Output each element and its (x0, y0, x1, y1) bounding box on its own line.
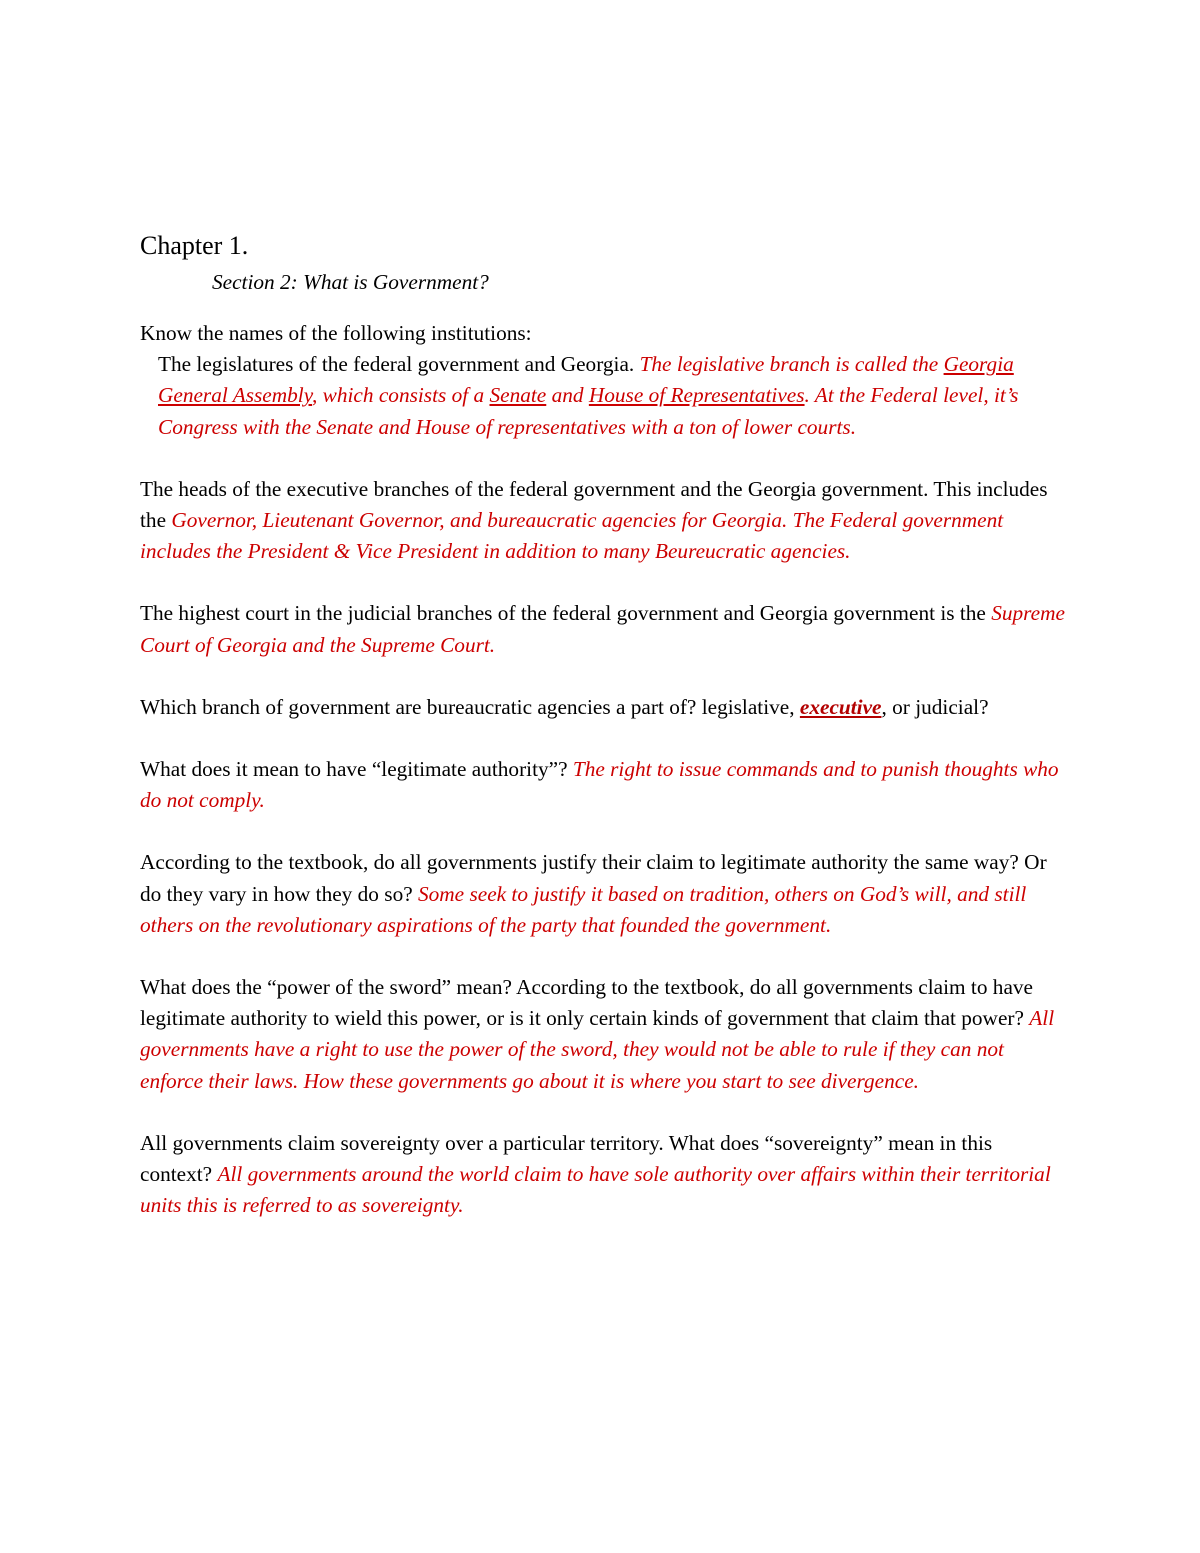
chapter-title: Chapter 1. (140, 231, 249, 260)
answer-text: The right to issue commands and to punish thoughts who do not comply. (140, 757, 1059, 813)
question-text: The legislatures of the federal government and Georgia. (158, 352, 640, 377)
question-text: Which branch of government are bureaucratic agencies a part of? legislative, (140, 694, 800, 719)
question-text: According to the textbook, do all governments justify their claim to legitimate authority the same way? Or do they vary in how they do so? (140, 850, 1047, 906)
question-legitimate-authority (140, 754, 1065, 816)
answer-text: . At the Federal level, it’s Congress with the Senate and House of representatives with a ton of lower courts. (158, 383, 1019, 439)
answer-executive: executive (799, 694, 882, 719)
question-text: The highest court in the judicial branches of the federal government and Georgia government is the (140, 601, 992, 626)
question-bureaucratic-branch (140, 692, 1065, 723)
question-legislatures (140, 349, 1065, 443)
question-text: The heads of the executive branches of the federal government and the Georgia government. This includes the (140, 476, 1048, 533)
answer-text: All governments have a right to use the power of the sword, they would not be able to rule if they can not enforce their laws. How these governments go about it is where you start to see divergence. (140, 1006, 1055, 1093)
question-text: , or judicial? (881, 694, 989, 719)
answer-text: The legislative branch is called the (639, 352, 944, 377)
answer-text: , which consists of a (312, 383, 490, 408)
document-page (140, 228, 1065, 1221)
question-text: What does the “power of the sword” mean? According to the textbook, do all governments claim to have legitimate authority to wield this power, or is it only certain kinds of government that claim that power? (140, 975, 1034, 1031)
answer-text: All governments around the world claim to have sole authority over affairs within their territorial units this is referred to as sovereignty. (140, 1162, 1051, 1218)
answer-underlined: Georgia General Assembly (158, 352, 1014, 408)
answer-underlined: Senate (489, 383, 547, 408)
answer-text: Some seek to justify it based on tradition, others on God’s will, and still others on the revolutionary aspirations of the party that founded the government. (140, 881, 1027, 937)
intro-text: Know the names of the following institutions: (140, 321, 532, 345)
question-justify-authority (140, 847, 1065, 941)
question-executive-heads (140, 474, 1065, 568)
answer-text: Supreme Court of Georgia and the Supreme Court. (140, 601, 1065, 657)
answer-text: and (546, 383, 589, 408)
answer-text: Governor, Lieutenant Governor, and bureaucratic agencies for Georgia. The Federal government includes the President & Vice President in addition to many Beureucratic agencies. (140, 508, 1004, 564)
question-text: All governments claim sovereignty over a particular territory. What does “sovereignty” mean in this context? (140, 1130, 993, 1187)
question-text: What does it mean to have “legitimate authority”? (140, 757, 573, 782)
question-power-of-sword (140, 972, 1065, 1097)
answer-underlined: House of Representatives (588, 383, 805, 408)
question-highest-court (140, 598, 1065, 660)
section-title: Section 2: What is Government? (212, 270, 489, 294)
question-sovereignty (140, 1128, 1065, 1222)
